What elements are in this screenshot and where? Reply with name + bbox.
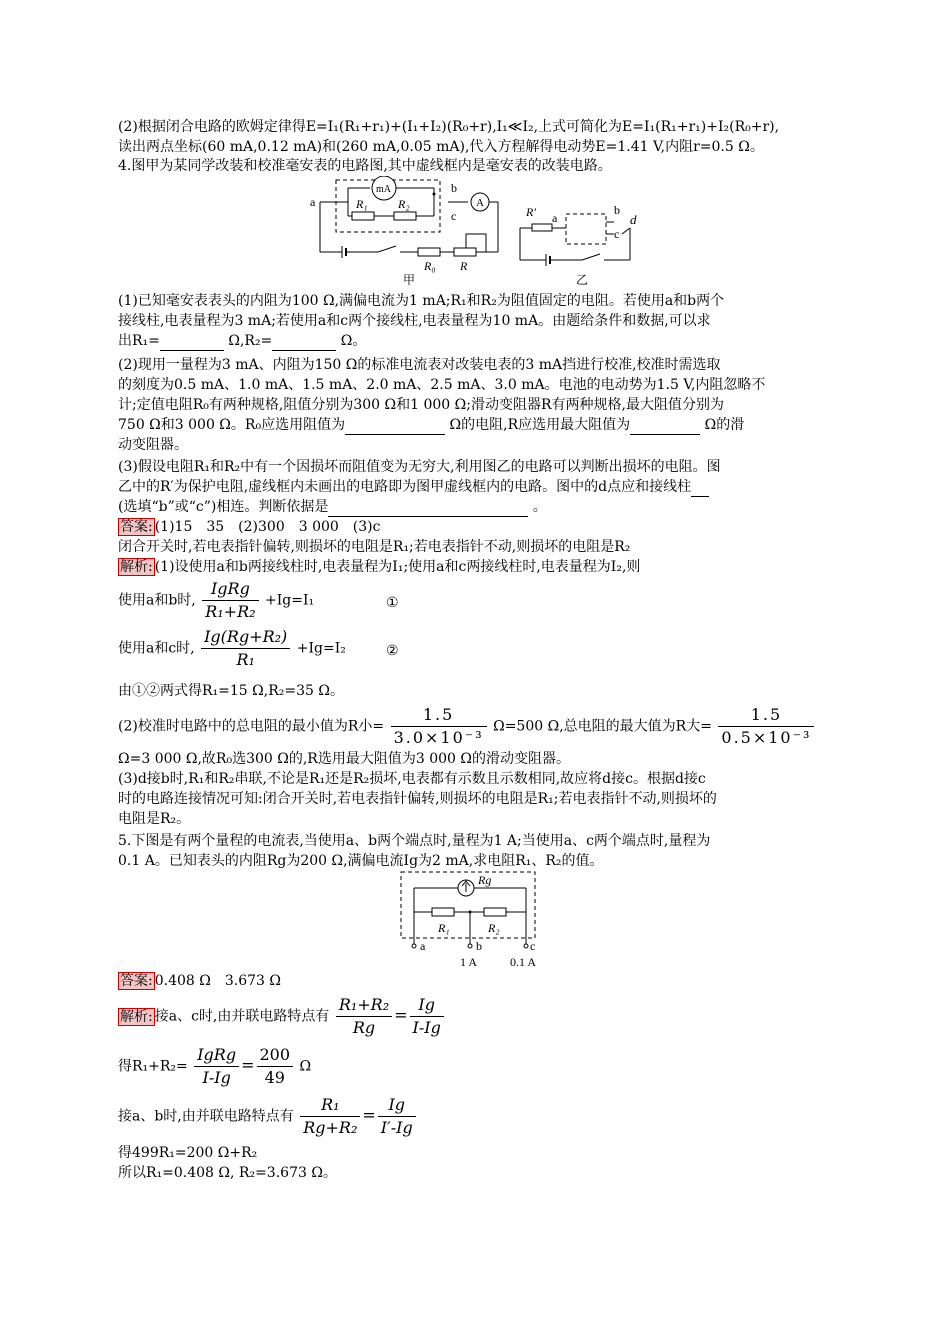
answer-tag: 答案: bbox=[120, 973, 153, 989]
answer-line: 答案: 0.408 Ω 3.673 Ω bbox=[120, 973, 281, 989]
r2-label: R₂ bbox=[398, 197, 410, 211]
text-line: 读出两点坐标(60 mA,0.12 mA)和(260 mA,0.05 mA),代入方程解得电动势E=1.41 V,内阻r=0.5 Ω。 bbox=[118, 139, 764, 155]
question-4-title: 4.图甲为某同学改装和校准毫安表的电路图,其中虚线框内是毫安表的改装电路。 bbox=[118, 158, 612, 174]
r0-label: R₀ bbox=[424, 259, 436, 273]
std-ammeter-label: A bbox=[476, 197, 484, 209]
analysis-tag: 解析: bbox=[120, 559, 153, 575]
r1-label: R₁ bbox=[438, 921, 450, 935]
text-line: 乙中的R′为保护电阻,虚线框内未画出的电路即为图甲虚线框内的电路。图中的d点应和接线柱 bbox=[118, 478, 709, 497]
equation-5a: 解析: 接a、c时,由并联电路特点有 $\frac{\text{R₁+R₂}}{Rg}$ = $\frac{Ig}{I-Ig}$ bbox=[118, 994, 446, 1039]
text-line: 时的电路连接情况可知:闭合开关时,若电表指针偏转,则损坏的电阻是R₁;若电表指针不动,则损坏的 bbox=[118, 791, 717, 807]
text-line: 750 Ω和3 000 Ω。R₀应选用阻值为 Ω的电阻,R应选用最大阻值为 Ω的滑 bbox=[118, 417, 745, 433]
text-line: 所以R₁=0.408 Ω, R₂=3.673 Ω。 bbox=[118, 1165, 337, 1181]
text-line: 动变阻器。 bbox=[118, 437, 188, 453]
analysis-line: 解析: (1)设使用a和b两接线柱时,电表量程为I₁;使用a和c两接线柱时,电表量程为I₂,则 bbox=[120, 559, 641, 575]
figure-caption: 乙 bbox=[576, 273, 589, 286]
range-c-label: 0.1 A bbox=[510, 955, 537, 969]
text-line: 0.1 A。已知表头的内阻Rg为200 Ω,满偏电流Ig为2 mA,求电阻R₁、R₂的值。 bbox=[118, 853, 604, 869]
text-line: 出R₁= Ω,R₂= Ω。 bbox=[118, 333, 367, 349]
circuit-diagram-yi bbox=[516, 200, 646, 286]
terminal-b: b bbox=[614, 203, 620, 217]
ammeter-label: mA bbox=[376, 184, 391, 195]
r2-label: R₂ bbox=[488, 921, 500, 935]
text-line: (3)假设电阻R₁和R₂中有一个因损坏而阻值变为无穷大,利用图乙的电路可以判断出损坏的电阻。图 bbox=[118, 459, 721, 475]
text-line: 得499R₁=200 Ω+R₂ bbox=[118, 1145, 258, 1161]
answer-tag: 答案: bbox=[120, 519, 153, 535]
text-line: (2)现用一量程为3 mA、内阻为150 Ω的标准电流表对改装电表的3 mA挡进行校准,校准时需选取 bbox=[118, 357, 721, 373]
figure-caption: 甲 bbox=[403, 273, 416, 286]
text-line: 由①②两式得R₁=15 Ω,R₂=35 Ω。 bbox=[118, 683, 344, 699]
equation-5c: 接a、b时,由并联电路特点有 $\frac{\text{R₁}}{\text{Rg+R₂}}$ = $\frac{Ig}{I'-Ig}$ bbox=[118, 1094, 418, 1139]
terminal-a: a bbox=[310, 195, 316, 209]
text-line: 计;定值电阻R₀有两种规格,阻值分别为300 Ω和1 000 Ω;滑动变阻器R有两种规格,最大阻值分别为 bbox=[118, 397, 724, 413]
answer-line: 答案: (1)15 35 (2)300 3 000 (3)c bbox=[120, 519, 381, 535]
text-line: (2)根据闭合电路的欧姆定律得E=I₁(R₁+r₁)+(I₁+I₂)(R₀+r),I₁≪I₂,上式可简化为E=I₁(R₁+r₁)+I₂(R₀+r), bbox=[118, 119, 780, 135]
text-line: 电阻是R₂。 bbox=[118, 811, 191, 827]
rheostat-label: R bbox=[460, 259, 468, 273]
text-line: (3)d接b时,R₁和R₂串联,不论是R₁还是R₂损坏,电表都有示数且示数相同,故应将d接c。根据d接c bbox=[118, 771, 706, 787]
terminal-a: a bbox=[420, 939, 426, 953]
terminal-c: c bbox=[451, 209, 457, 223]
text-line: 的刻度为0.5 mA、1.0 mA、1.5 mA、2.0 mA、2.5 mA、3.0 mA。电池的电动势为1.5 V,内阻忽略不 bbox=[118, 377, 766, 393]
question-5-title: 5.下图是有两个量程的电流表,当使用a、b两个端点时,量程为1 A;当使用a、c两个端点时,量程为 bbox=[118, 833, 711, 849]
r1-label: R₁ bbox=[356, 197, 368, 211]
point-d: d bbox=[630, 212, 637, 227]
circuit-diagram-jia bbox=[308, 176, 508, 286]
terminal-a: a bbox=[552, 211, 558, 225]
terminal-b: b bbox=[476, 939, 482, 953]
circuit-diagram-q5 bbox=[398, 870, 558, 970]
equation-2: 使用a和c时, $\frac{\text{Ig(Rg+R₂)}}{\text{R₁}}$ +Ig=I₂ ② bbox=[118, 627, 399, 669]
analysis-tag: 解析: bbox=[120, 1008, 153, 1025]
equation-3: (2)校准时电路中的总电阻的最小值为R小= $\frac{1.5}{\text{3.0×10⁻³}}$ Ω=500 Ω,总电阻的最大值为R大= $\frac{1.5}{\text{0.5×10⁻³}}$ bbox=[118, 704, 816, 749]
rg-label: Rg bbox=[478, 873, 492, 887]
rprime-label: R′ bbox=[526, 205, 536, 219]
text-line: (1)已知毫安表表头的内阻为100 Ω,满偏电流为1 mA;R₁和R₂为阻值固定的电阻。若使用a和b两个 bbox=[118, 293, 725, 309]
equation-5b: 得R₁+R₂= $\frac{\text{IgRg}}{I-Ig}$ = $\frac{200}{49}$ Ω bbox=[118, 1045, 312, 1087]
text-line: 接线柱,电表量程为3 mA;若使用a和c两个接线柱,电表量程为10 mA。由题给条件和数据,可以求 bbox=[118, 313, 711, 329]
text-line: Ω=3 000 Ω,故R₀选300 Ω的,R选用最大阻值为3 000 Ω的滑动变阻器。 bbox=[118, 751, 570, 767]
terminal-c: c bbox=[530, 939, 536, 953]
equation-1: 使用a和b时, $\frac{\text{IgRg}}{\text{R₁+R₂}}$ +Ig=I₁ ① bbox=[118, 579, 399, 621]
answer-line: 闭合开关时,若电表指针偏转,则损坏的电阻是R₁;若电表指针不动,则损坏的电阻是R₂ bbox=[118, 539, 631, 555]
terminal-c: c bbox=[614, 227, 620, 241]
range-b-label: 1 A bbox=[460, 955, 478, 969]
terminal-b: b bbox=[451, 181, 457, 195]
text-line: (选填“b”或“c”)相连。判断依据是 。 bbox=[118, 499, 547, 515]
